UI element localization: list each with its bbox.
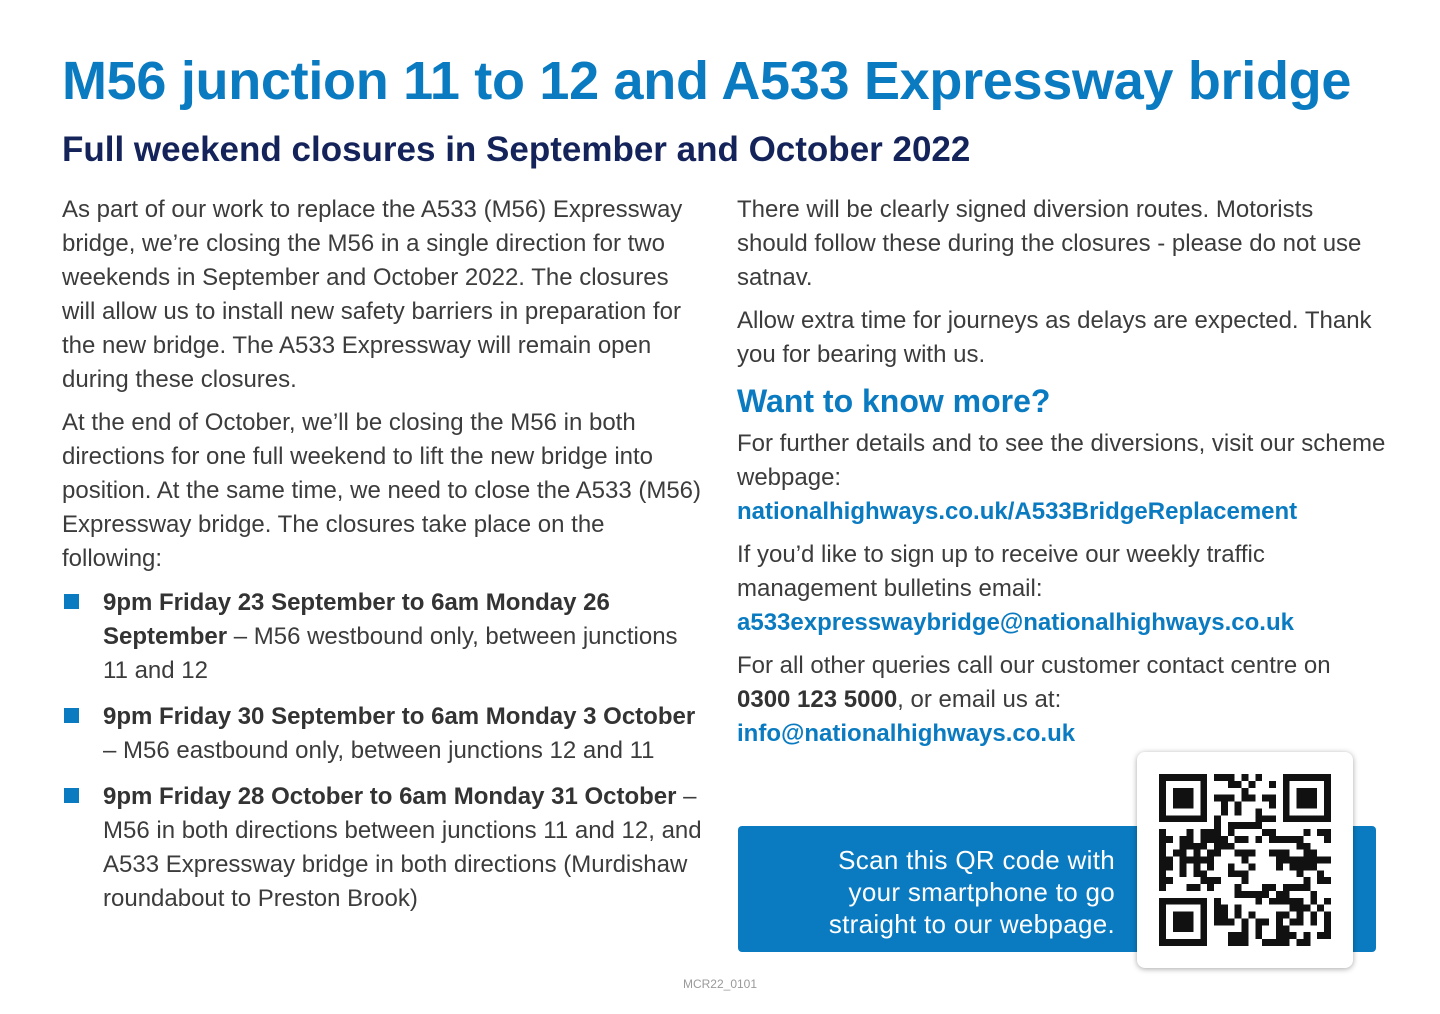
- intro-paragraph: As part of our work to replace the A533 (M56) Expressway bridge, we’re closing the M56 in a single direction for two weekends in September and October 2022. The closures will allow us to install new safety barriers in preparation for the new bridge. The A533 Expressway will remain open during these closures.: [62, 196, 683, 393]
- square-bullet-icon: [64, 708, 79, 723]
- qr-line-3: straight to our webpage.: [828, 909, 1115, 939]
- closure-paragraph: At the end of October, we’ll be closing the M56 in both directions for one full weekend to lift the new bridge into position. At the same time, we need to close the A533 (M56) Expressway bridge. The closures take place on the following:: [62, 409, 702, 572]
- bulletin-paragraph: [737, 538, 1387, 640]
- qr-line-1: Scan this QR code with: [838, 845, 1115, 875]
- more-info-heading: Want to know more?: [737, 383, 1051, 419]
- phone-number: 0300 123 5000: [737, 686, 898, 713]
- webpage-link[interactable]: nationalhighways.co.uk/A533BridgeReplacement: [737, 498, 1298, 525]
- bulletin-text: If you’d like to sign up to receive our weekly traffic management bulletins email:: [737, 541, 1265, 602]
- left-column: [62, 193, 702, 928]
- list-item: [62, 586, 702, 688]
- page-subtitle: Full weekend closures in September and October 2022: [62, 130, 971, 169]
- page-title: M56 junction 11 to 12 and A533 Expressway bridge: [62, 51, 1352, 111]
- contact-email-link[interactable]: info@nationalhighways.co.uk: [737, 720, 1076, 747]
- closure-list: [62, 586, 702, 916]
- closure-detail: – M56 in both directions between junctions 11 and 12, and A533 Expressway bridge in both directions (Murdishaw roundabout to Preston Brook): [103, 783, 702, 912]
- list-item: [62, 780, 702, 916]
- qr-code-icon[interactable]: [1159, 774, 1331, 946]
- qr-instructions: [790, 844, 1115, 940]
- list-item: [62, 700, 702, 768]
- qr-line-2: your smartphone to go: [848, 877, 1115, 907]
- webpage-text: For further details and to see the diversions, visit our scheme webpage:: [737, 430, 1386, 491]
- contact-paragraph: [737, 649, 1387, 751]
- reference-code: MCR22_0101: [682, 977, 758, 991]
- square-bullet-icon: [64, 788, 79, 803]
- bulletin-email-link[interactable]: a533expresswaybridge@nationalhighways.co.uk: [737, 609, 1294, 636]
- webpage-paragraph: [737, 427, 1387, 529]
- square-bullet-icon: [64, 594, 79, 609]
- closure-date: 9pm Friday 23 September to 6am Monday 26 September: [103, 589, 610, 650]
- closure-detail: – M56 westbound only, between junctions 11 and 12: [103, 623, 678, 684]
- qr-card: [1137, 752, 1353, 968]
- closure-date: 9pm Friday 28 October to 6am Monday 31 October: [103, 783, 677, 810]
- diversion-paragraph: There will be clearly signed diversion routes. Motorists should follow these during the closures - please do not use satnav.: [737, 196, 1362, 291]
- closure-detail: – M56 eastbound only, between junctions 12 and 11: [103, 737, 655, 764]
- closure-date: 9pm Friday 30 September to 6am Monday 3 October: [103, 703, 696, 730]
- contact-text-end: , or email us at:: [897, 686, 1062, 713]
- contact-text: For all other queries call our customer contact centre on: [737, 652, 1331, 679]
- delay-paragraph: Allow extra time for journeys as delays are expected. Thank you for bearing with us.: [737, 307, 1372, 368]
- right-column: [737, 193, 1387, 760]
